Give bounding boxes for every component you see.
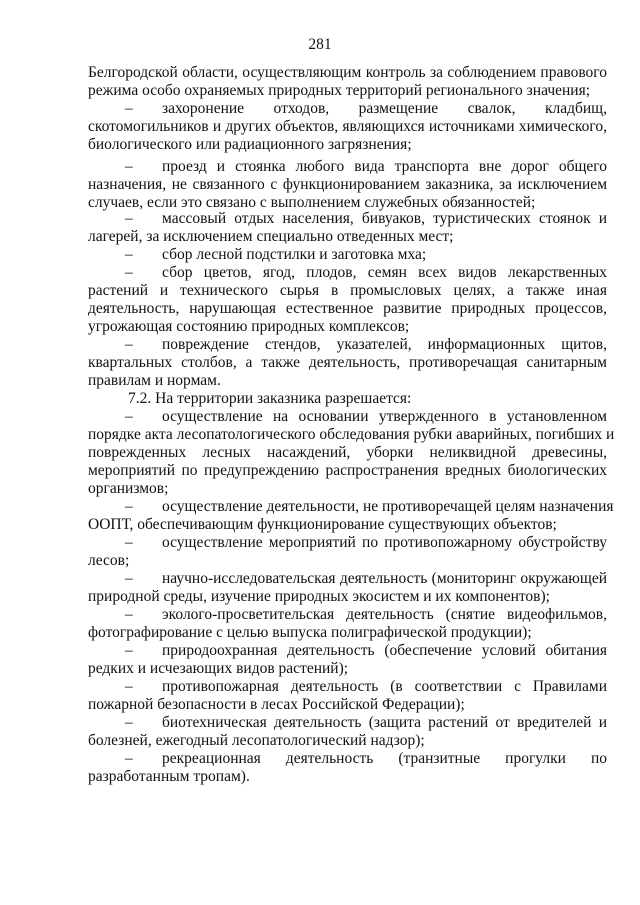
text-line: пожарной безопасности в лесах Российской Федерации); (88, 696, 465, 713)
text-line: осуществление деятельности, не противоречащей целям назначения (162, 498, 614, 515)
text-line: осуществление мероприятий по противопожарному обустройству (162, 534, 607, 551)
text-line: угрожающая состоянию природных комплексов; (88, 318, 410, 335)
list-dash: – (125, 534, 133, 551)
text-line: скотомогильников и других объектов, являющихся источниками химического, (88, 118, 607, 135)
text-line: научно-исследовательская деятельность (мониторинг окружающей (162, 570, 607, 587)
text-line: ООПТ, обеспечивающим функционирование существующих объектов; (88, 516, 557, 533)
text-line: осуществление на основании утвержденного в установленном (162, 408, 607, 425)
text-line: рекреационная деятельность (транзитные прогулки по (162, 750, 607, 767)
list-dash: – (125, 498, 133, 515)
text-line: захоронение отходов, размещение свалок, кладбищ, (162, 100, 607, 117)
list-dash: – (125, 210, 133, 227)
text-line: сбор лесной подстилки и заготовка мха; (162, 246, 427, 263)
list-dash: – (125, 570, 133, 587)
text-line: противопожарная деятельность (в соответствии с Правилами (162, 678, 607, 695)
list-dash: – (125, 246, 133, 263)
text-line: мероприятий по предупреждению распространения вредных биологических (88, 462, 607, 479)
list-dash: – (125, 158, 133, 175)
text-line: квартальных столбов, а также деятельность, противоречащая санитарным (88, 354, 607, 371)
text-line: режима особо охраняемых природных территорий регионального значения; (88, 82, 591, 99)
text-line: назначения, не связанного с функционированием заказника, за исключением (88, 176, 607, 193)
text-line: редких и исчезающих видов растений); (88, 660, 349, 677)
list-dash: – (125, 750, 133, 767)
text-line: проезд и стоянка любого вида транспорта вне дорог общего (162, 158, 607, 175)
text-line: эколого-просветительская деятельность (снятие видеофильмов, (162, 606, 607, 623)
text-line: порядке акта лесопатологического обследования рубки аварийных, погибших и (88, 426, 615, 443)
text-line: случаев, если это связано с выполнением служебных обязанностей; (88, 194, 536, 211)
text-line: правилам и нормам. (88, 372, 221, 389)
text-line: 7.2. На территории заказника разрешается: (128, 390, 412, 407)
list-dash: – (125, 336, 133, 353)
list-dash: – (125, 714, 133, 731)
list-dash: – (125, 678, 133, 695)
text-line: разработанным тропам). (88, 768, 250, 785)
text-line: биологического или радиационного загрязнения; (88, 136, 412, 153)
text-line: природоохранная деятельность (обеспечение условий обитания (162, 642, 607, 659)
text-line: фотографирование с целью выпуска полиграфической продукции); (88, 624, 532, 641)
text-line: лесов; (88, 552, 130, 569)
list-dash: – (125, 264, 133, 281)
text-line: сбор цветов, ягод, плодов, семян всех видов лекарственных (162, 264, 607, 281)
text-line: биотехническая деятельность (защита растений от вредителей и (162, 714, 607, 731)
list-dash: – (125, 100, 133, 117)
text-line: деятельность, нарушающая естественное развитие природных процессов, (88, 300, 607, 317)
text-line: поврежденных лесных насаждений, уборки неликвидной древесины, (88, 444, 607, 461)
text-line: организмов; (88, 480, 169, 497)
text-line: растений и технического сырья в промысловых целях, а также иная (88, 282, 607, 299)
list-dash: – (125, 606, 133, 623)
list-dash: – (125, 408, 133, 425)
text-line: повреждение стендов, указателей, информационных щитов, (162, 336, 607, 353)
text-line: массовый отдых населения, бивуаков, туристических стоянок и (162, 210, 607, 227)
text-line: болезней, ежегодный лесопатологический надзор); (88, 732, 425, 749)
list-dash: – (125, 642, 133, 659)
text-line: природной среды, изучение природных экосистем и их компонентов); (88, 588, 550, 605)
text-line: Белгородской области, осуществляющим контроль за соблюдением правового (88, 64, 607, 81)
text-line: лагерей, за исключением специально отведенных мест; (88, 228, 454, 245)
page-number: 281 (308, 36, 332, 53)
